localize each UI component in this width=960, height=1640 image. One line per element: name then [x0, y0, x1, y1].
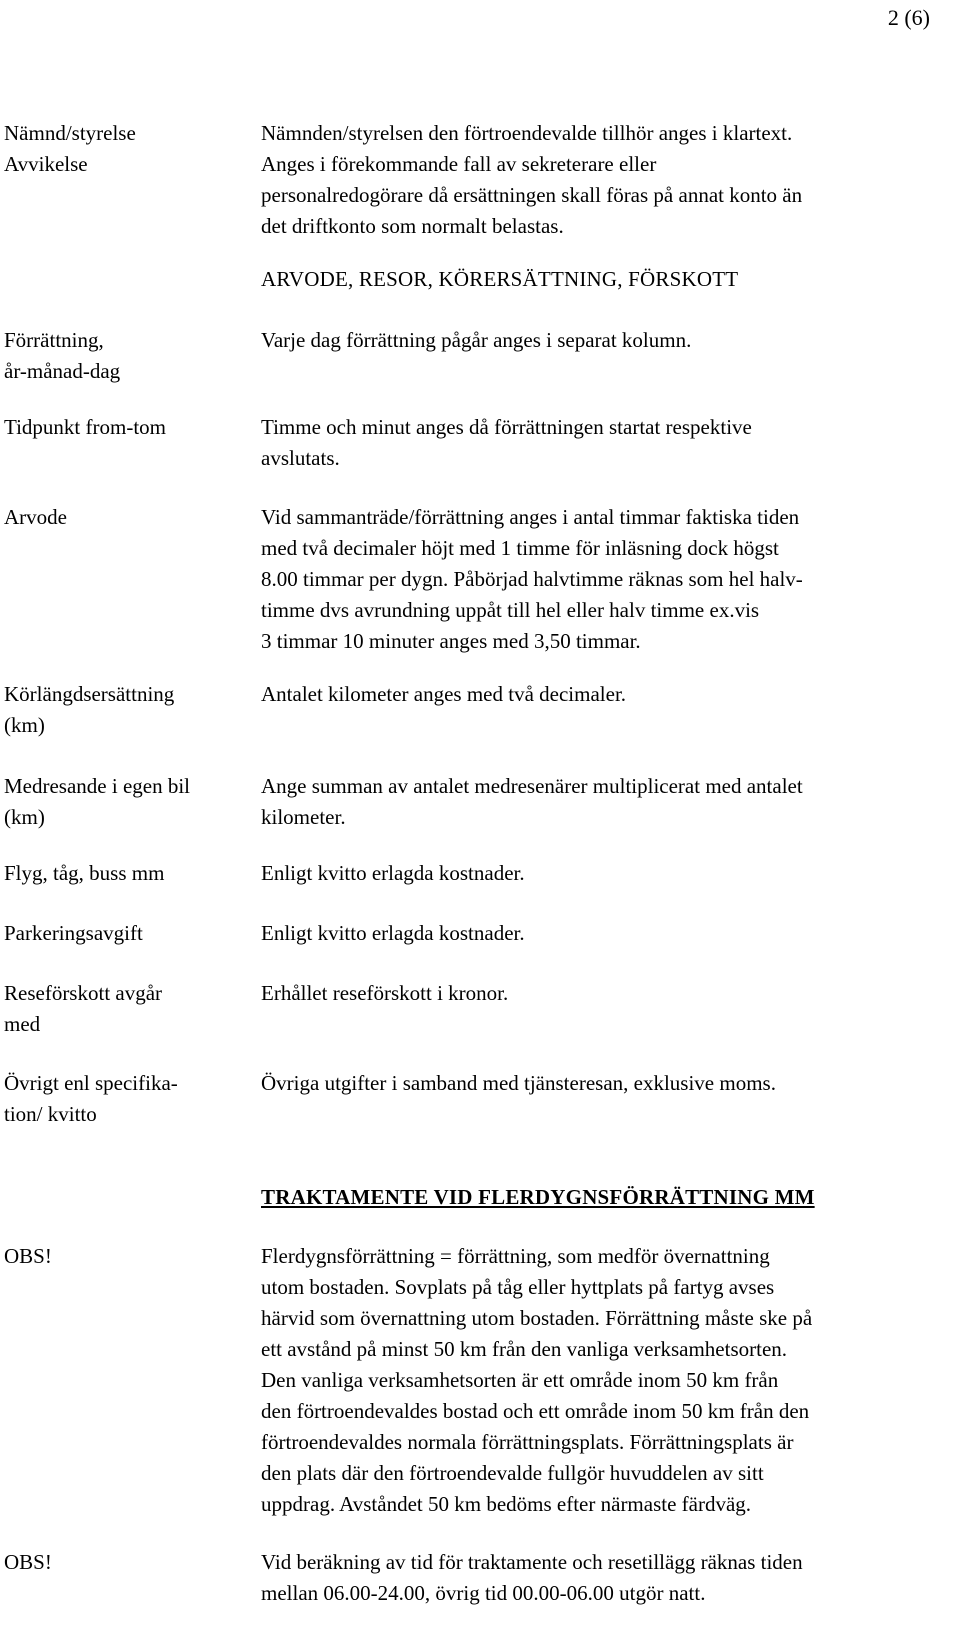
- text-line: Den vanliga verksamhetsorten är ett område inom 50 km från: [261, 1368, 779, 1392]
- text-line: uppdrag. Avståndet 50 km bedöms efter närmaste färdväg.: [261, 1492, 752, 1516]
- row-text: [261, 771, 941, 833]
- label-line: Nämnd/styrelse: [4, 121, 136, 145]
- text-line: Erhållet reseförskott i kronor.: [261, 981, 509, 1005]
- row-text: [261, 679, 941, 710]
- label-line: Medresande i egen bil: [4, 774, 191, 798]
- label-line: Körlängdsersättning: [4, 682, 175, 706]
- text-line: avslutats.: [261, 446, 340, 470]
- text-line: förtroendevaldes normala förrättningsplats. Förrättningsplats är: [261, 1430, 794, 1454]
- label-line: tion/ kvitto: [4, 1102, 97, 1126]
- text-line: timme dvs avrundning uppåt till hel eller halv timme ex.vis: [261, 598, 760, 622]
- row-text: [261, 502, 941, 657]
- row-text: [261, 918, 941, 949]
- text-line: Varje dag förrättning pågår anges i separat kolumn.: [261, 328, 692, 352]
- row-label: [4, 858, 249, 889]
- row-label: [4, 412, 249, 443]
- text-line: Anges i förekommande fall av sekreterare eller: [261, 152, 657, 176]
- row-label: [4, 679, 249, 741]
- text-line: mellan 06.00-24.00, övrig tid 00.00-06.00 utgör natt.: [261, 1581, 706, 1605]
- label-line: Övrigt enl specifika-: [4, 1071, 178, 1095]
- text-line: det driftkonto som normalt belastas.: [261, 214, 564, 238]
- label-line: Flyg, tåg, buss mm: [4, 861, 165, 885]
- text-line: med två decimaler höjt med 1 timme för inläsning dock högst: [261, 536, 779, 560]
- text-line: 3 timmar 10 minuter anges med 3,50 timmar.: [261, 629, 641, 653]
- text-line: Vid sammanträde/förrättning anges i antal timmar faktiska tiden: [261, 505, 800, 529]
- label-line: med: [4, 1012, 41, 1036]
- text-line: Övriga utgifter i samband med tjänsteresan, exklusive moms.: [261, 1071, 776, 1095]
- row-label: [4, 918, 249, 949]
- text-line: Flerdygnsförrättning = förrättning, som medför övernattning: [261, 1244, 770, 1268]
- row-label: [4, 1547, 249, 1578]
- row-label: [4, 1068, 249, 1130]
- label-line: Förrättning,: [4, 328, 104, 352]
- row-text: [261, 325, 941, 356]
- row-text: [261, 1547, 941, 1609]
- text-line: 8.00 timmar per dygn. Påbörjad halvtimme räknas som hel halv-: [261, 567, 803, 591]
- label-line: OBS!: [4, 1550, 52, 1574]
- text-line: Antalet kilometer anges med två decimaler.: [261, 682, 627, 706]
- row-label: [4, 771, 249, 833]
- text-line: kilometer.: [261, 805, 346, 829]
- row-label: [4, 118, 249, 180]
- label-line: (km): [4, 713, 45, 737]
- label-line: Reseförskott avgår: [4, 981, 163, 1005]
- text-line: Nämnden/styrelsen den förtroendevalde tillhör anges i klartext.: [261, 121, 793, 145]
- label-line: OBS!: [4, 1244, 52, 1268]
- text-line: Ange summan av antalet medresenärer multiplicerat med antalet: [261, 774, 803, 798]
- row-text: [261, 412, 941, 474]
- label-line: Parkeringsavgift: [4, 921, 143, 945]
- row-text: [261, 858, 941, 889]
- row-text: [261, 978, 941, 1009]
- text-line: utom bostaden. Sovplats på tåg eller hyttplats på fartyg avses: [261, 1275, 775, 1299]
- text-line: den förtroendevaldes bostad och ett område inom 50 km från den: [261, 1399, 810, 1423]
- row-text: [261, 1241, 941, 1520]
- label-line: Arvode: [4, 505, 67, 529]
- row-label: [4, 325, 249, 387]
- label-line: Avvikelse: [4, 152, 88, 176]
- row-text: [261, 118, 941, 242]
- label-line: (km): [4, 805, 45, 829]
- section-heading-arvode: ARVODE, RESOR, KÖRERSÄTTNING, FÖRSKOTT: [261, 267, 739, 291]
- section-heading-traktamente: TRAKTAMENTE VID FLERDYGNSFÖRRÄTTNING MM: [261, 1185, 815, 1209]
- text-line: personalredogörare då ersättningen skall föras på annat konto än: [261, 183, 803, 207]
- text-line: Enligt kvitto erlagda kostnader.: [261, 861, 525, 885]
- text-line: den plats där den förtroendevalde fullgör huvuddelen av sitt: [261, 1461, 764, 1485]
- row-label: [4, 1241, 249, 1272]
- text-line: härvid som övernattning utom bostaden. Förrättning måste ske på: [261, 1306, 813, 1330]
- text-line: Timme och minut anges då förrättningen startat respektive: [261, 415, 752, 439]
- label-line: år-månad-dag: [4, 359, 121, 383]
- row-text: [261, 1068, 941, 1099]
- row-label: [4, 502, 249, 533]
- text-line: Vid beräkning av tid för traktamente och resetillägg räknas tiden: [261, 1550, 803, 1574]
- page-number: 2 (6): [887, 5, 930, 30]
- label-line: Tidpunkt from-tom: [4, 415, 166, 439]
- row-label: [4, 978, 249, 1040]
- text-line: Enligt kvitto erlagda kostnader.: [261, 921, 525, 945]
- text-line: ett avstånd på minst 50 km från den vanliga verksamhetsorten.: [261, 1337, 788, 1361]
